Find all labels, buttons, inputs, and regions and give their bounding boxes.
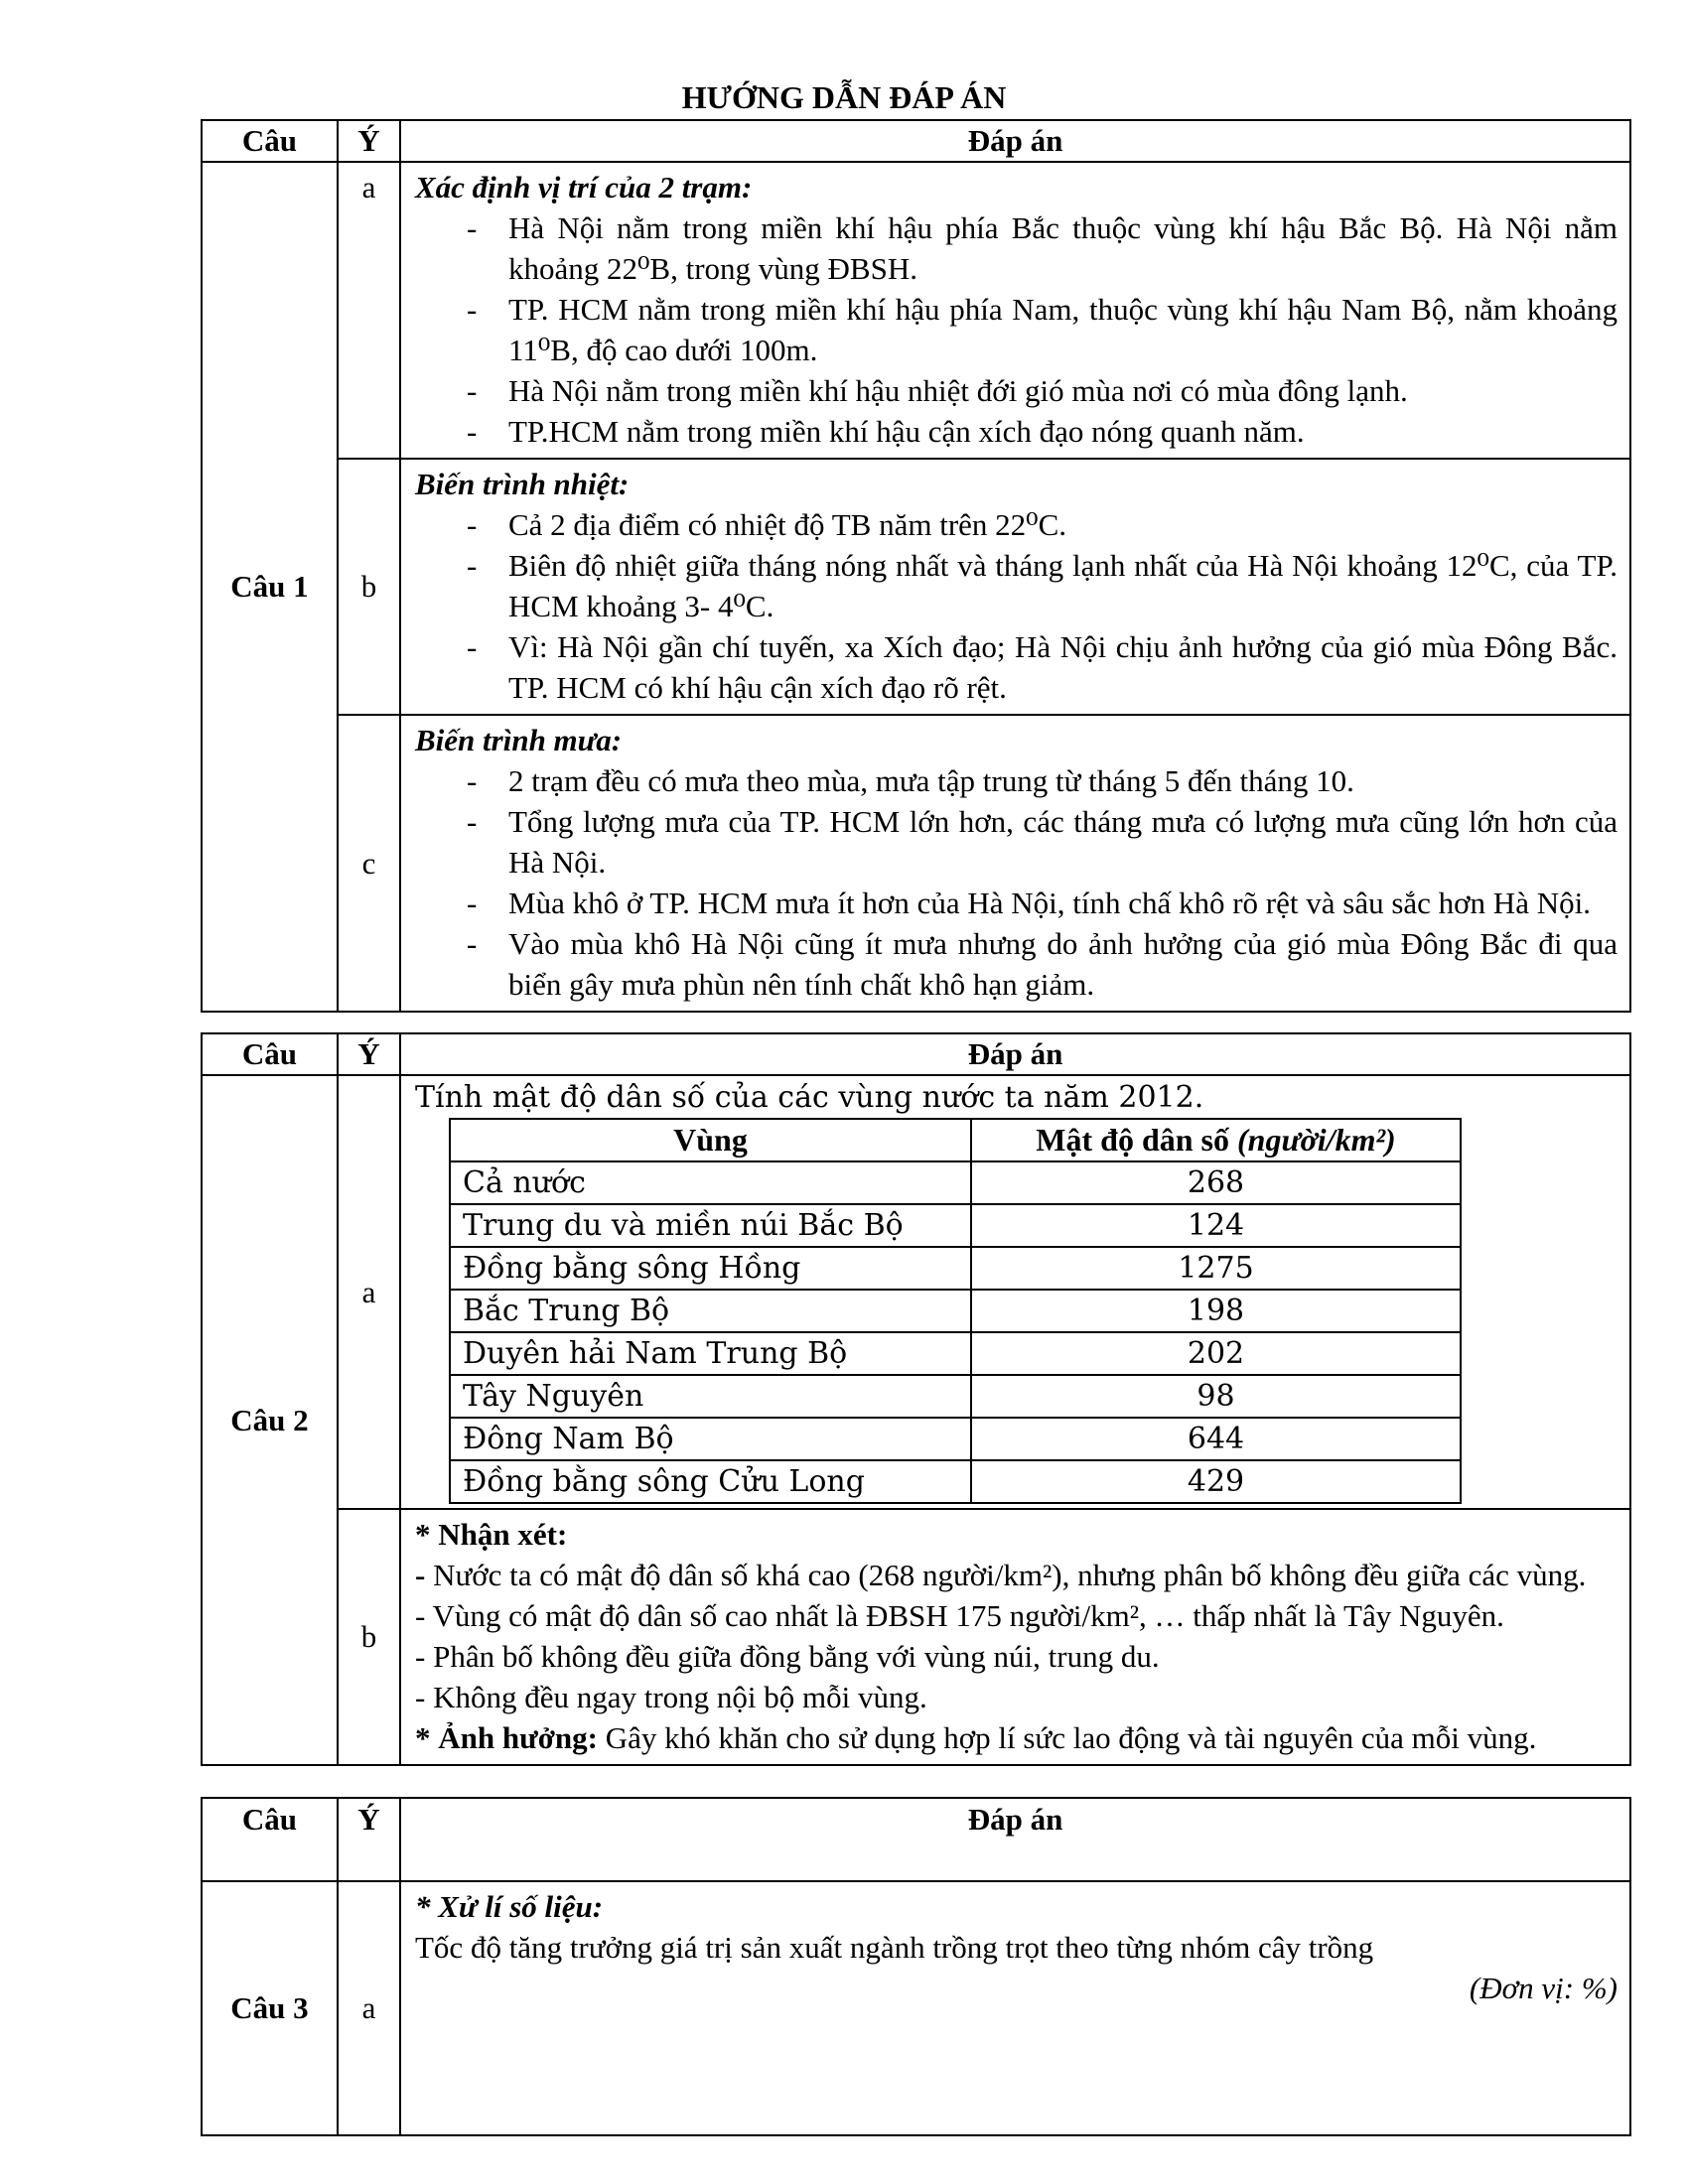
table-row [450, 1332, 1461, 1375]
q1-b-list [415, 504, 1618, 708]
q3-a-label: a [338, 1881, 400, 2135]
header-dap-an: Đáp án [400, 1798, 1630, 1881]
table-row [450, 1161, 1461, 1204]
q3-row-a [202, 1881, 1630, 2135]
q2-b-line1-dash: - [415, 1558, 426, 1592]
q1-row-a [202, 162, 1630, 459]
q2-b-label: b [338, 1509, 400, 1765]
q3-a-text: Tốc độ tăng trưởng giá trị sản xuất ngành trồng trọt theo từng nhóm cây trồng [415, 1930, 1374, 1965]
q1-a-label: a [338, 162, 400, 459]
header-y: Ý [338, 1033, 400, 1075]
header-row [202, 1033, 1630, 1075]
table-row [450, 1247, 1461, 1290]
region-cell: Duyên hải Nam Trung Bộ [450, 1332, 971, 1375]
q1-b-answer [400, 459, 1630, 715]
region-cell: Cả nước [450, 1161, 971, 1204]
density-header-label: Mật độ dân số [1036, 1122, 1229, 1158]
q2-b-line2: - Vùng có mật độ dân số cao nhất là ĐBSH 175 người/km², … thấp nhất là Tây Nguyên. [415, 1598, 1504, 1633]
answer-table-q1 [201, 119, 1631, 1013]
density-cell: 98 [971, 1375, 1461, 1418]
density-header-region: Vùng [450, 1119, 971, 1161]
table-row [450, 1204, 1461, 1247]
region-cell: Trung du và miền núi Bắc Bộ [450, 1204, 971, 1247]
q2-a-intro: Tính mật độ dân số của các vùng nước ta năm 2012. [415, 1080, 1204, 1115]
density-header-row [450, 1119, 1461, 1161]
q2-row-a [202, 1075, 1630, 1509]
density-cell: 202 [971, 1332, 1461, 1375]
header-cau: Câu [202, 120, 338, 162]
density-cell: 124 [971, 1204, 1461, 1247]
q3-a-answer [400, 1881, 1630, 2135]
q1-c-heading: Biến trình mưa: [415, 723, 623, 757]
density-cell: 644 [971, 1418, 1461, 1460]
q2-b-heading: * Nhận xét: [415, 1517, 568, 1552]
q3-a-heading: * Xử lí số liệu: [415, 1889, 604, 1924]
region-cell: Đồng bằng sông Hồng [450, 1247, 971, 1290]
header-dap-an: Đáp án [400, 120, 1630, 162]
list-item: - Mùa khô ở TP. HCM mưa ít hơn của Hà Nội, tính chấ khô rõ rệt và sâu sắc hơn Hà Nội. [415, 883, 1618, 923]
q3-a-unit: (Đơn vị: %) [1469, 1971, 1618, 2005]
q2-row-b [202, 1509, 1630, 1765]
header-row [202, 120, 1630, 162]
q2-b-line3: - Phân bố không đều giữa đồng bằng với vùng núi, trung du. [415, 1639, 1160, 1674]
q2-label: Câu 2 [202, 1075, 338, 1765]
header-row [202, 1798, 1630, 1881]
list-item: - Vào mùa khô Hà Nội cũng ít mưa nhưng do ảnh hưởng của gió mùa Đông Bắc đi qua biển gây mưa phùn nên tính chất khô hạn giảm. [415, 923, 1618, 1005]
list-item: - Hà Nội nằm trong miền khí hậu nhiệt đới gió mùa nơi có mùa đông lạnh. [415, 370, 1618, 411]
answer-table-q2 [201, 1032, 1631, 1766]
q1-a-answer [400, 162, 1630, 459]
density-cell: 429 [971, 1460, 1461, 1503]
q1-c-label: c [338, 715, 400, 1012]
q1-c-list [415, 760, 1618, 1005]
list-item: - Hà Nội nằm trong miền khí hậu phía Bắc thuộc vùng khí hậu Bắc Bộ. Hà Nội nằm khoảng 22⁰B, trong vùng ĐBSH. [415, 207, 1618, 289]
q2-b-line1 [415, 1555, 1618, 1595]
header-y: Ý [338, 1798, 400, 1881]
region-cell: Đông Nam Bộ [450, 1418, 971, 1460]
table-row [450, 1418, 1461, 1460]
list-item: - Biên độ nhiệt giữa tháng nóng nhất và tháng lạnh nhất của Hà Nội khoảng 12⁰C, của TP. HCM khoảng 3- 4⁰C. [415, 545, 1618, 626]
list-item: - 2 trạm đều có mưa theo mùa, mưa tập trung từ tháng 5 đến tháng 10. [415, 760, 1618, 801]
list-item: - Tổng lượng mưa của TP. HCM lớn hơn, các tháng mưa có lượng mưa cũng lớn hơn của Hà Nội. [415, 801, 1618, 883]
q2-b-line1-text: Nước ta có mật độ dân số khá cao (268 người/km²), nhưng phân bố không đều giữa các vùng. [425, 1558, 1587, 1592]
q1-a-list [415, 207, 1618, 452]
density-header-value [971, 1119, 1461, 1161]
q3-label: Câu 3 [202, 1881, 338, 2135]
header-y: Ý [338, 120, 400, 162]
q2-b-line4: - Không đều ngay trong nội bộ mỗi vùng. [415, 1680, 927, 1714]
region-cell: Tây Nguyên [450, 1375, 971, 1418]
q1-row-b [202, 459, 1630, 715]
answer-table-q3 [201, 1797, 1631, 2136]
q1-b-heading: Biến trình nhiệt: [415, 467, 630, 501]
region-cell: Bắc Trung Bộ [450, 1290, 971, 1332]
list-item: - TP. HCM nằm trong miền khí hậu phía Nam, thuộc vùng khí hậu Nam Bộ, nằm khoảng 11⁰B, độ cao dưới 100m. [415, 289, 1618, 370]
q1-b-label: b [338, 459, 400, 715]
table-row [450, 1375, 1461, 1418]
density-cell: 268 [971, 1161, 1461, 1204]
q2-b-influence-text: Gây khó khăn cho sử dụng hợp lí sức lao động và tài nguyên của mỗi vùng. [597, 1720, 1537, 1755]
page-title: HƯỚNG DẪN ĐÁP ÁN [681, 79, 1007, 115]
density-table [449, 1118, 1462, 1504]
region-cell: Đồng bằng sông Cửu Long [450, 1460, 971, 1503]
header-cau: Câu [202, 1798, 338, 1881]
table-row [450, 1290, 1461, 1332]
q2-b-influence-label: * Ảnh hưởng: [415, 1720, 598, 1755]
q2-b-answer [400, 1509, 1630, 1765]
q2-b-influence [415, 1717, 1618, 1758]
header-cau: Câu [202, 1033, 338, 1075]
density-cell: 1275 [971, 1247, 1461, 1290]
density-cell: 198 [971, 1290, 1461, 1332]
list-item: - TP.HCM nằm trong miền khí hậu cận xích đạo nóng quanh năm. [415, 411, 1618, 452]
list-item: - Vì: Hà Nội gần chí tuyến, xa Xích đạo; Hà Nội chịu ảnh hưởng của gió mùa Đông Bắc. TP. HCM có khí hậu cận xích đạo rõ rệt. [415, 626, 1618, 708]
q1-label: Câu 1 [202, 162, 338, 1012]
q2-a-label: a [338, 1075, 400, 1509]
q1-c-answer [400, 715, 1630, 1012]
q1-a-heading: Xác định vị trí của 2 trạm: [415, 170, 753, 205]
q2-a-answer [400, 1075, 1630, 1509]
list-item: - Cả 2 địa điểm có nhiệt độ TB năm trên 22⁰C. [415, 504, 1618, 545]
header-dap-an: Đáp án [400, 1033, 1630, 1075]
density-header-unit: (người/km²) [1236, 1122, 1396, 1158]
table-row [450, 1460, 1461, 1503]
q1-row-c [202, 715, 1630, 1012]
